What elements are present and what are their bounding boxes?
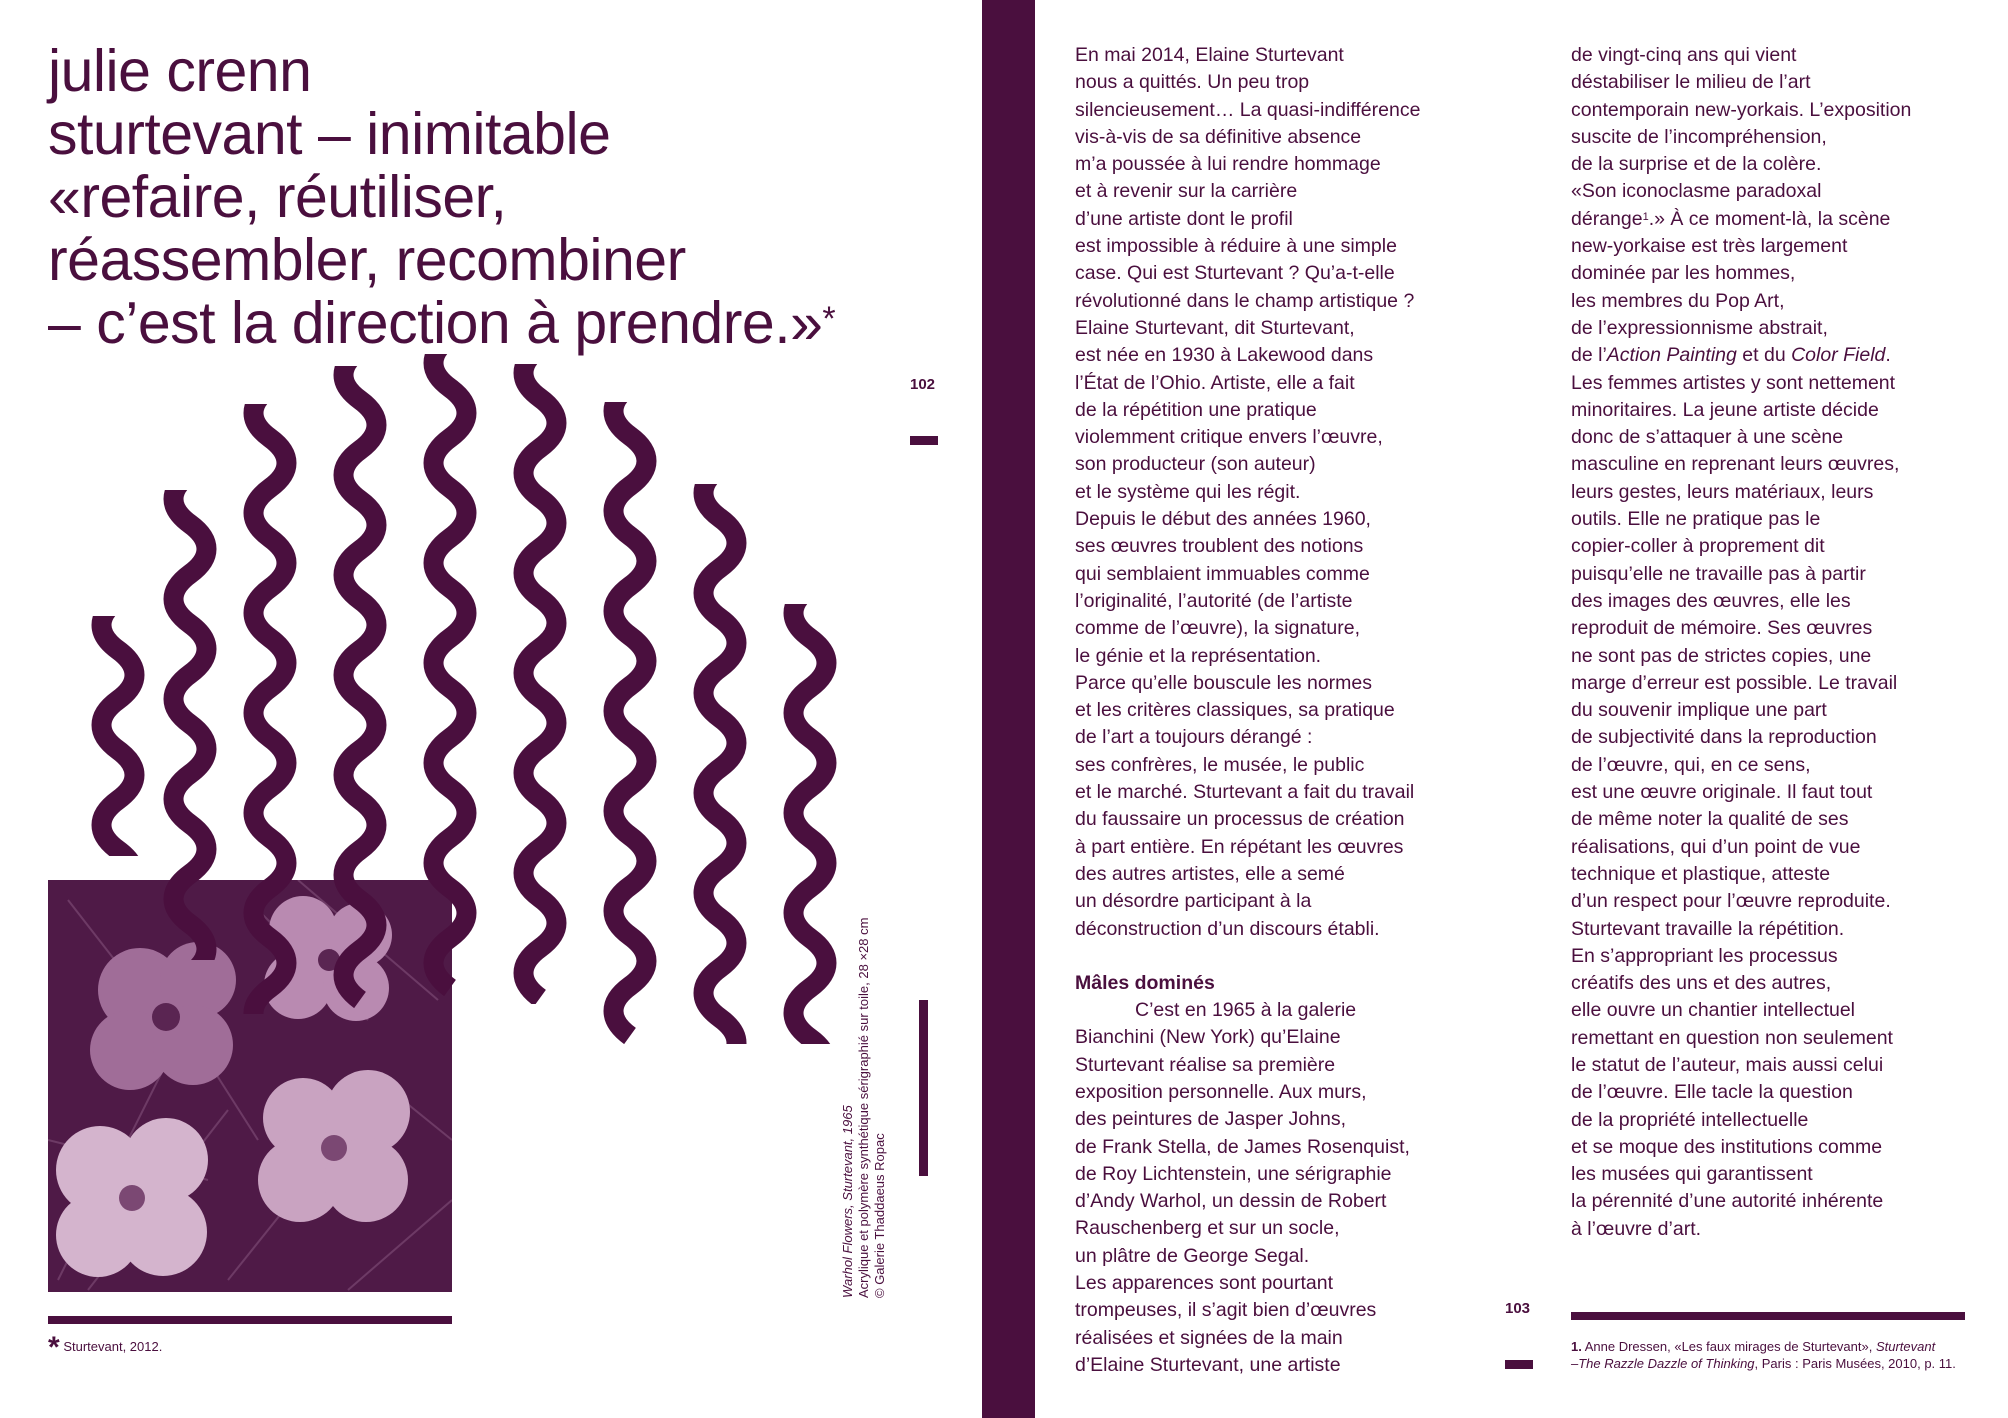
wave-1	[102, 600, 135, 1250]
text-line: contemporain new-yorkais. L’exposition	[1571, 98, 1912, 121]
text-line: et à revenir sur la carrière	[1075, 180, 1298, 203]
text-line: de l’art a toujours dérangé :	[1075, 726, 1313, 749]
text-line: Rauschenberg et sur un socle,	[1075, 1217, 1340, 1240]
page-dash-right	[1505, 1360, 1533, 1369]
title-line-3: «refaire, réutiliser,	[48, 164, 507, 230]
left-footnote-text: Sturtevant, 2012.	[63, 1339, 163, 1354]
text-line: violemment critique envers l’œuvre,	[1075, 426, 1383, 449]
footnote-ref: 1	[1642, 210, 1649, 223]
footnote-text-b: , Paris : Paris Musées, 2010, p. 11.	[1754, 1356, 1956, 1371]
text-line: ses œuvres troublent des notions	[1075, 535, 1364, 558]
text-line: case. Qui est Sturtevant ? Qu’a-t-elle	[1075, 262, 1395, 285]
text-line: C’est en 1965 à la galerie	[1135, 999, 1357, 1022]
title-line-5-text: – c’est la direction à prendre.»	[48, 290, 823, 356]
text-line: masculine en reprenant leurs œuvres,	[1571, 453, 1900, 476]
text-line: déconstruction d’un discours établi.	[1075, 917, 1380, 940]
text-line: outils. Elle ne pratique pas le	[1571, 508, 1821, 531]
text-line: leurs gestes, leurs matériaux, leurs	[1571, 480, 1874, 503]
text-line: qui semblaient immuables comme	[1075, 562, 1370, 585]
text-line: de l’œuvre, qui, en ce sens,	[1571, 753, 1811, 776]
wave-2	[174, 474, 207, 1124]
footnote-text-a: Anne Dressen, «Les faux mirages de Sturtevant»,	[1581, 1339, 1876, 1354]
footnote-asterisk: *	[48, 1331, 60, 1364]
text-line: «Son iconoclasme paradoxal	[1571, 180, 1822, 203]
title-asterisk: *	[822, 300, 836, 338]
text-line: marge d’erreur est possible. Le travail	[1571, 671, 1898, 694]
italic-term: Action Painting	[1606, 344, 1737, 367]
footnote-number: 1.	[1571, 1339, 1582, 1354]
text-line: l’État de l’Ohio. Artiste, elle a fait	[1075, 371, 1355, 394]
caption-line-2: Acrylique et polymère synthétique sérigraphié sur toile, 28 ×28 cm	[856, 917, 871, 1298]
text-line: puisqu’elle ne travaille pas à partir	[1571, 562, 1866, 585]
text-line: déstabiliser le milieu de l’art	[1571, 71, 1811, 94]
right-footnote-rule	[1571, 1312, 1965, 1320]
text-line: de l’œuvre. Elle tacle la question	[1571, 1081, 1853, 1104]
text-line: copier-coller à proprement dit	[1571, 535, 1825, 558]
text-line: l’originalité, l’autorité (de l’artiste	[1075, 589, 1353, 612]
text-line: de même noter la qualité de ses	[1571, 808, 1849, 831]
text-line: réalisations, qui d’un point de vue	[1571, 835, 1861, 858]
text-line: d’Elaine Sturtevant, une artiste	[1075, 1353, 1341, 1376]
text-line: de l’expressionnisme abstrait,	[1571, 316, 1828, 339]
text-line: un désordre participant à la	[1075, 890, 1312, 913]
column-1b-lines	[1075, 997, 1515, 1379]
text-line: du faussaire un processus de création	[1075, 808, 1405, 831]
text-line: de la propriété intellectuelle	[1571, 1108, 1809, 1131]
artwork-caption	[840, 878, 900, 1298]
wavy-lines-decoration	[0, 0, 980, 1418]
text-line: révolutionné dans le champ artistique ?	[1075, 289, 1415, 312]
footnote-title-a: Sturtevant	[1875, 1339, 1936, 1354]
text-line	[1571, 342, 1991, 369]
text-column-2	[1571, 42, 1991, 1243]
text-line: silencieusement… La quasi-indifférence	[1075, 98, 1421, 121]
text-line: de Frank Stella, de James Rosenquist,	[1075, 1135, 1410, 1158]
wave-3	[254, 388, 287, 1038]
text-line: donc de s’attaquer à une scène	[1571, 426, 1844, 449]
text-line	[1571, 206, 1991, 233]
text-line: et se moque des institutions comme	[1571, 1135, 1883, 1158]
text-line: réalisées et signées de la main	[1075, 1326, 1343, 1349]
page-number-left: 102	[910, 376, 936, 393]
text-line: Sturtevant travaille la répétition.	[1571, 917, 1845, 940]
text-line: vis-à-vis de sa définitive absence	[1075, 125, 1362, 148]
text-fragment: dérange	[1571, 207, 1643, 230]
text-line: Les femmes artistes y sont nettement	[1571, 371, 1896, 394]
text-line: des autres artistes, elle a semé	[1075, 862, 1345, 885]
text-line: comme de l’œuvre), la signature,	[1075, 617, 1361, 640]
text-line: de subjectivité dans la reproduction	[1571, 726, 1877, 749]
text-line: En s’appropriant les processus	[1571, 944, 1838, 967]
section-heading: Mâles dominés	[1075, 971, 1215, 994]
text-line: suscite de l’incompréhension,	[1571, 125, 1827, 148]
text-line: ne sont pas de strictes copies, une	[1571, 644, 1872, 667]
wave-5	[434, 338, 467, 988]
page-number-right: 103	[1505, 1300, 1531, 1317]
text-line: un plâtre de George Segal.	[1075, 1244, 1310, 1267]
text-line: Les apparences sont pourtant	[1075, 1272, 1334, 1295]
text-line: minoritaires. La jeune artiste décide	[1571, 398, 1879, 421]
text-line: new-yorkaise est très largement	[1571, 235, 1848, 258]
text-line: Parce qu’elle bouscule les normes	[1075, 671, 1372, 694]
text-line: de la répétition une pratique	[1075, 398, 1317, 421]
wave-8	[704, 468, 737, 1118]
text-line: trompeuses, il s’agit bien d’œuvres	[1075, 1299, 1377, 1322]
text-line: et le système qui les régit.	[1075, 480, 1301, 503]
text-line: exposition personnelle. Aux murs,	[1075, 1080, 1367, 1103]
text-line: dominée par les hommes,	[1571, 262, 1796, 285]
text-line: m’a poussée à lui rendre hommage	[1075, 153, 1381, 176]
text-line: d’un respect pour l’œuvre reproduite.	[1571, 890, 1891, 913]
text-line: les membres du Pop Art,	[1571, 289, 1785, 312]
title-line-4: réassembler, recombiner	[48, 227, 686, 293]
text-fragment: .» À ce moment-là, la scène	[1648, 207, 1891, 230]
text-line: du souvenir implique une part	[1571, 699, 1827, 722]
text-line: créatifs des uns et des autres,	[1571, 972, 1832, 995]
text-line: est née en 1930 à Lakewood dans	[1075, 344, 1374, 367]
text-line: à l’œuvre d’art.	[1571, 1217, 1702, 1240]
text-line: d’une artiste dont le profil	[1075, 207, 1293, 230]
caption-line-1: Warhol Flowers, Sturtevant, 1965	[840, 1105, 855, 1298]
wave-9	[794, 588, 827, 1238]
text-line: la pérennité d’une autorité inhérente	[1571, 1190, 1884, 1213]
text-line: de Roy Lichtenstein, une sérigraphie	[1075, 1162, 1392, 1185]
text-fragment: et du	[1736, 344, 1792, 367]
wave-6	[524, 348, 557, 998]
text-fragment: .	[1885, 344, 1891, 367]
text-line: le statut de l’auteur, mais aussi celui	[1571, 1053, 1884, 1076]
caption-line-3: © Galerie Thaddaeus Ropac	[872, 1133, 887, 1298]
text-line: est une œuvre originale. Il faut tout	[1571, 781, 1873, 804]
column-1-lines	[1075, 42, 1515, 943]
text-line: des peintures de Jasper Johns,	[1075, 1108, 1347, 1131]
text-line: de vingt-cinq ans qui vient	[1571, 44, 1797, 66]
text-line: technique et plastique, atteste	[1571, 862, 1831, 885]
book-spine	[982, 0, 1035, 1418]
text-line: d’Andy Warhol, un dessin de Robert	[1075, 1190, 1387, 1213]
text-line: à part entière. En répétant les œuvres	[1075, 835, 1404, 858]
left-footnote-rule	[48, 1316, 452, 1324]
left-footnote	[48, 1331, 163, 1364]
text-line: le génie et la représentation.	[1075, 644, 1322, 667]
right-footnote	[1571, 1338, 1971, 1372]
wave-4	[344, 350, 377, 1000]
text-line: reproduit de mémoire. Ses œuvres	[1571, 617, 1873, 640]
footnote-title-b: –The Razzle Dazzle of Thinking	[1571, 1356, 1755, 1371]
text-line: Elaine Sturtevant, dit Sturtevant,	[1075, 316, 1355, 339]
text-line: est impossible à réduire à une simple	[1075, 235, 1397, 258]
wave-7	[614, 386, 647, 1036]
text-line: et le marché. Sturtevant a fait du travail	[1075, 781, 1415, 804]
title-line-2: sturtevant – inimitable	[48, 101, 611, 167]
text-line: remettant en question non seulement	[1571, 1026, 1893, 1049]
text-line: elle ouvre un chantier intellectuel	[1571, 999, 1856, 1022]
text-line: de la surprise et de la colère.	[1571, 153, 1822, 176]
text-line: nous a quittés. Un peu trop	[1075, 71, 1310, 94]
text-line: et les critères classiques, sa pratique	[1075, 699, 1395, 722]
text-line: les musées qui garantissent	[1571, 1163, 1813, 1186]
text-line: Depuis le début des années 1960,	[1075, 508, 1371, 531]
text-column-1	[1075, 42, 1515, 1379]
column-2-lines	[1571, 42, 1991, 1243]
text-line: son producteur (son auteur)	[1075, 453, 1316, 476]
text-fragment: de l’	[1571, 344, 1607, 367]
text-line: des images des œuvres, elle les	[1571, 589, 1851, 612]
title-author: julie crenn	[48, 38, 312, 104]
text-line: ses confrères, le musée, le public	[1075, 753, 1365, 776]
text-line: Sturtevant réalise sa première	[1075, 1053, 1336, 1076]
text-line: En mai 2014, Elaine Sturtevant	[1075, 44, 1344, 66]
text-line: Bianchini (New York) qu’Elaine	[1075, 1026, 1341, 1049]
italic-term: Color Field	[1791, 344, 1886, 367]
